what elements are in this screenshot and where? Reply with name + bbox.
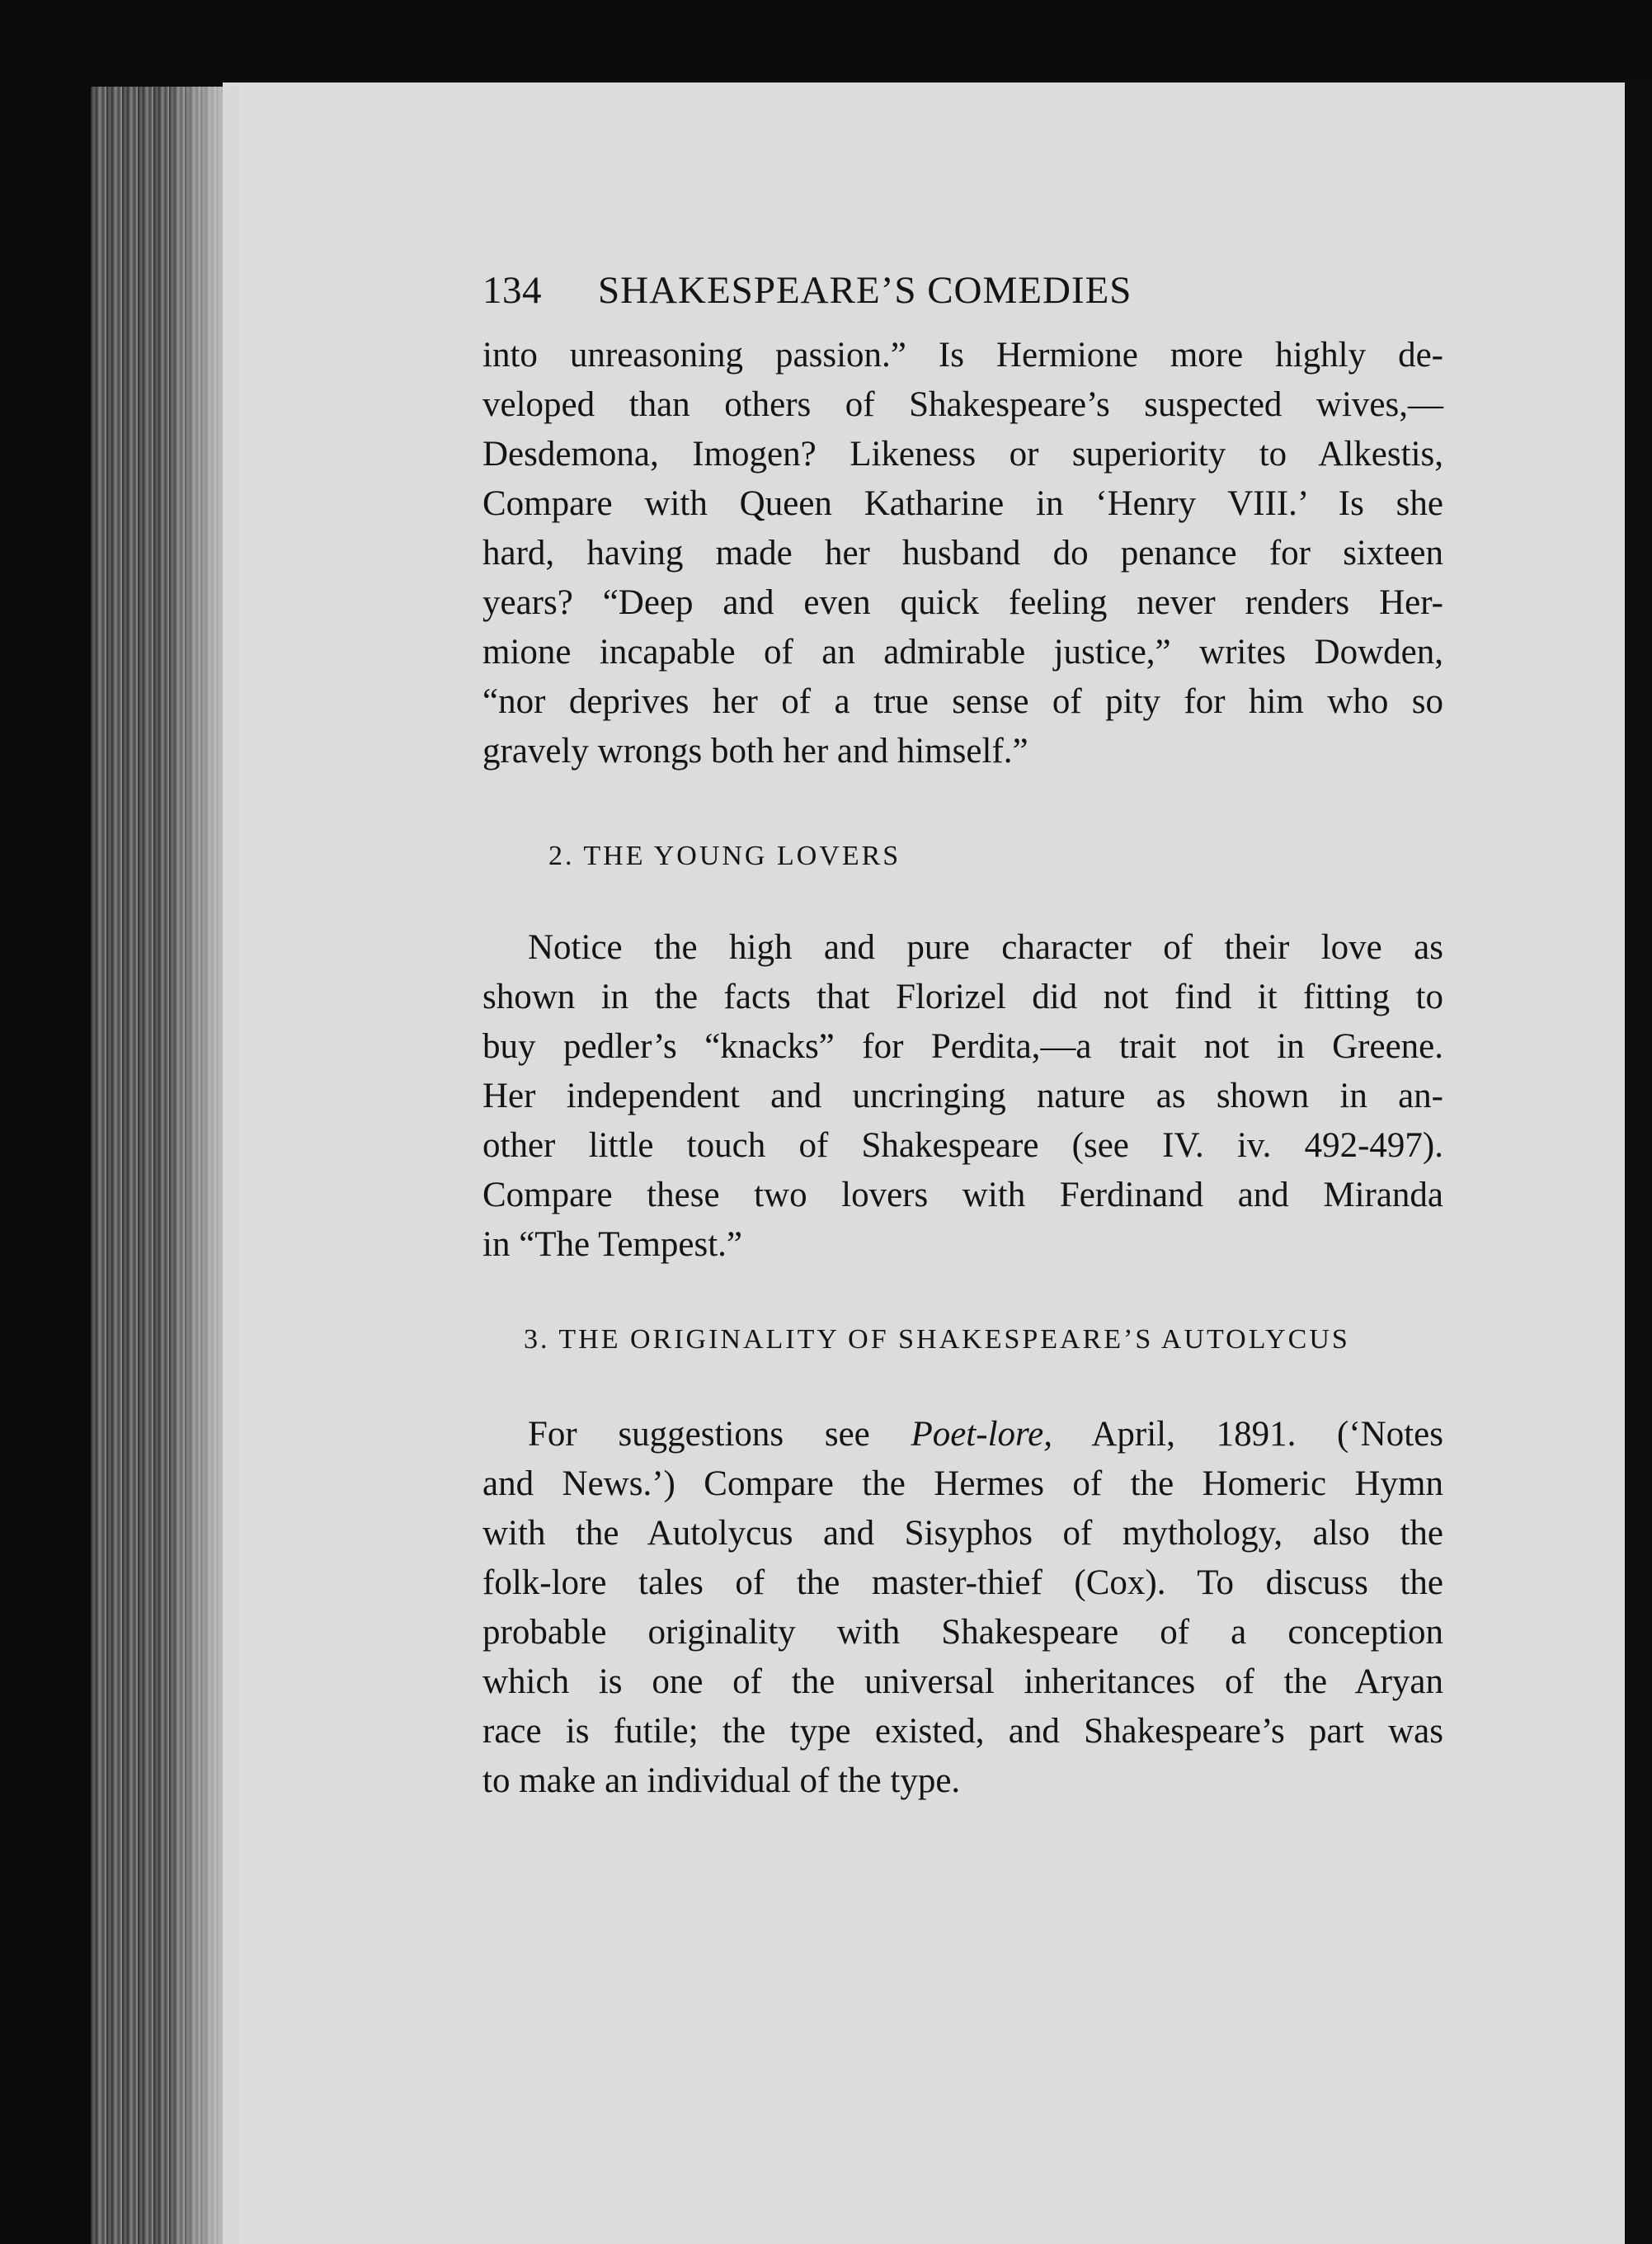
scan-border	[1625, 78, 1652, 2244]
text-line: buy pedler’s “knacks” for Perdita,—a trait not in Greene.	[482, 1027, 1443, 1066]
text-line	[482, 1410, 1443, 1459]
text-line: Notice the high and pure character of their love as	[528, 928, 1443, 967]
text-line: Desdemona, Imogen? Likeness or superiority to Alkestis,	[482, 435, 1443, 474]
text-line: into unreasoning passion.” Is Hermione more highly de-	[482, 336, 1443, 375]
section-heading-autolycus: 3. THE ORIGINALITY OF SHAKESPEARE’S AUTOLYCUS	[524, 1324, 1350, 1355]
text-line: race is futile; the type existed, and Shakespeare’s part was	[482, 1712, 1443, 1751]
text-line: Her independent and uncringing nature as shown in an-	[482, 1077, 1443, 1115]
text-line: “nor deprives her of a true sense of pity for him who so	[482, 682, 1443, 721]
text-line: other little touch of Shakespeare (see IV. iv. 492-497).	[482, 1126, 1443, 1165]
section-heading-young-lovers: 2. THE YOUNG LOVERS	[548, 841, 901, 871]
paragraph-autolycus	[482, 1410, 1443, 1806]
page-text	[482, 268, 1443, 1806]
text-line: with the Autolycus and Sisyphos of mythology, also the	[482, 1514, 1443, 1553]
text-line: Compare these two lovers with Ferdinand and Miranda	[482, 1176, 1443, 1214]
journal-title: Poet-lore,	[911, 1415, 1052, 1454]
text-line: hard, having made her husband do penance for sixteen	[482, 534, 1443, 573]
text-run: For suggestions see	[528, 1415, 911, 1454]
paragraph-young-lovers	[482, 923, 1443, 1270]
text-line: to make an individual of the type.	[482, 1761, 961, 1800]
text-line: veloped than others of Shakespeare’s suspected wives,—	[482, 385, 1443, 424]
page-number: 134	[482, 269, 542, 312]
text-line: probable originality with Shakespeare of a conception	[482, 1613, 1443, 1652]
text-line: mione incapable of an admirable justice,” writes Dowden,	[482, 633, 1443, 672]
text-line: Compare with Queen Katharine in ‘Henry VIII.’ Is she	[482, 484, 1443, 523]
text-line: shown in the facts that Florizel did not find it fitting to	[482, 978, 1443, 1016]
text-line: and News.’) Compare the Hermes of the Homeric Hymn	[482, 1464, 1443, 1503]
text-line: gravely wrongs both her and himself.”	[482, 732, 1028, 771]
text-line: years? “Deep and even quick feeling never renders Her-	[482, 583, 1443, 622]
paragraph-hermione	[482, 331, 1443, 776]
text-run: April, 1891. (‘Notes	[1052, 1415, 1443, 1454]
running-title: SHAKESPEARE’S COMEDIES	[598, 269, 1132, 312]
running-head	[482, 268, 1443, 331]
text-line: in “The Tempest.”	[482, 1225, 743, 1264]
page-edge-shadow	[165, 87, 239, 2244]
text-line: which is one of the universal inheritances of the Aryan	[482, 1662, 1443, 1701]
text-line: folk-lore tales of the master-thief (Cox). To discuss the	[482, 1563, 1443, 1602]
